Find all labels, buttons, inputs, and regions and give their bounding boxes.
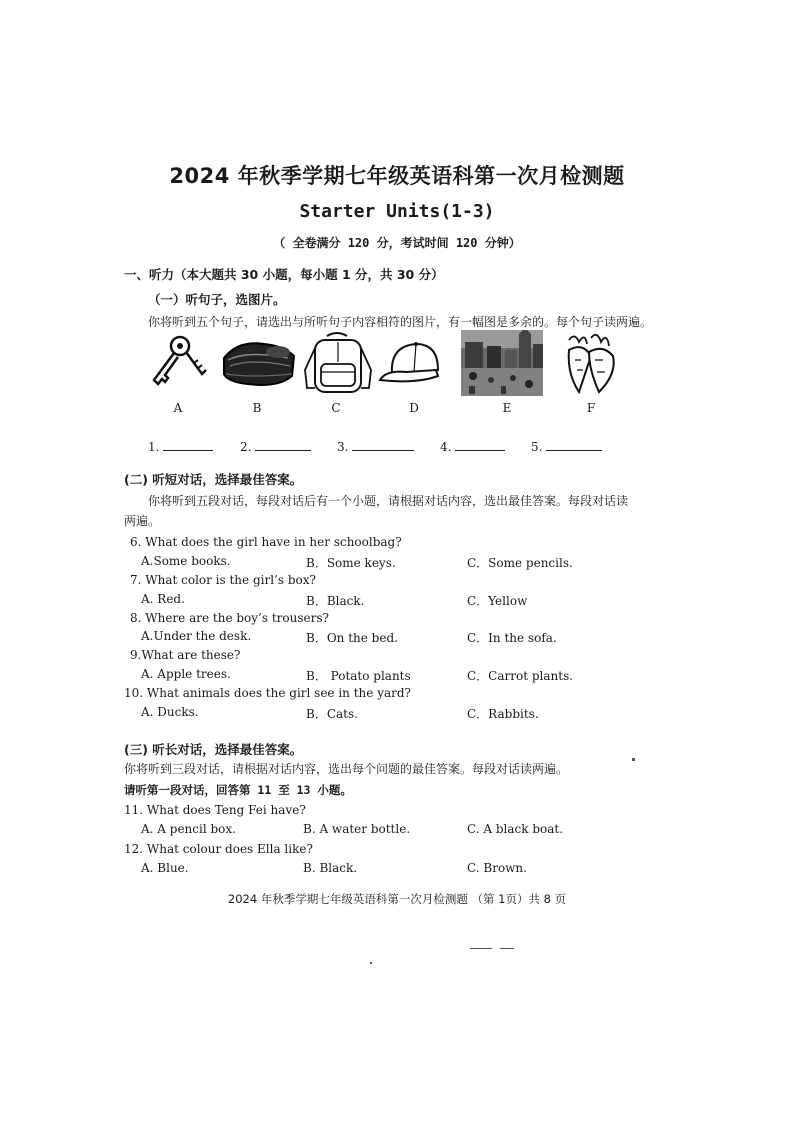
sectionC-instruction: 你将听到三段对话，请根据对话内容，选出每个问题的最佳答案。每段对话读两遍。	[124, 762, 569, 776]
answer-blank-3[interactable]: 3.	[337, 438, 414, 454]
exam-title: 2024 年秋季学期七年级英语科第一次月检测题	[169, 164, 625, 188]
question-10: 10. What animals does the girl see in the yard?	[124, 686, 411, 700]
sectionC-subheading: 请听第一段对话，回答第 11 至 13 小题。	[124, 783, 352, 797]
picture-label-d: D	[409, 401, 419, 415]
q7-option-a[interactable]: A. Red.	[141, 592, 185, 606]
question-9: 9.What are these?	[130, 648, 241, 662]
sectionB-instruction-2: 两遍。	[124, 514, 161, 528]
sectionA-heading: （一）听句子，选图片。	[148, 292, 286, 307]
q7-option-c[interactable]: C．Yellow	[467, 594, 528, 608]
q7-option-b[interactable]: B．Black.	[306, 594, 365, 608]
carrots-icon	[555, 330, 637, 396]
backpack-icon	[297, 330, 379, 396]
page-footer: 2024 年秋季学期七年级英语科第一次月检测题 （第 1页）共 8 页	[227, 892, 567, 906]
sectionC-heading: (三) 听长对话，选择最佳答案。	[124, 742, 303, 757]
q10-option-c[interactable]: C．Rabbits.	[467, 707, 539, 721]
question-8: 8. Where are the boy’s trousers?	[130, 611, 329, 625]
picture-label-f: F	[586, 401, 596, 415]
question-12: 12. What colour does Ella like?	[124, 842, 313, 856]
q12-option-a[interactable]: A. Blue.	[141, 861, 189, 875]
scan-speck	[370, 962, 372, 964]
q12-option-c[interactable]: C. Brown.	[467, 861, 527, 875]
exam-subtitle: Starter Units(1-3)	[299, 201, 495, 222]
part1-heading: 一、听力（本大题共 30 小题，每小题 1 分，共 30 分）	[124, 267, 444, 282]
picture-label-b: B	[252, 401, 262, 415]
sectionB-instruction-1: 你将听到五段对话，每段对话后有一个小题，请根据对话内容，选出最佳答案。每段对话读	[148, 494, 629, 508]
picture-label-c: C	[331, 401, 341, 415]
question-11: 11. What does Teng Fei have?	[124, 803, 306, 817]
q11-option-b[interactable]: B. A water bottle.	[303, 822, 411, 836]
sectionA-instruction: 你将听到五个句子，请选出与所听句子内容相符的图片，有一幅图是多余的。每个句子读两遍。	[148, 315, 653, 329]
pencil-case-icon	[218, 330, 300, 396]
cap-icon	[376, 330, 458, 396]
scan-speck	[632, 758, 635, 761]
q10-option-a[interactable]: A. Ducks.	[141, 705, 199, 719]
answer-blank-4[interactable]: 4.	[440, 438, 505, 454]
q9-option-b[interactable]: B． Potato plants	[306, 669, 411, 683]
answer-blank-1[interactable]: 1.	[148, 438, 213, 454]
picture-label-e: E	[502, 401, 512, 415]
q9-option-c[interactable]: C．Carrot plants.	[467, 669, 574, 683]
q11-option-a[interactable]: A. A pencil box.	[141, 822, 236, 836]
q6-option-a[interactable]: A.Some books.	[141, 554, 231, 568]
question-7: 7. What color is the girl’s box?	[130, 573, 316, 587]
answer-blank-2[interactable]: 2.	[240, 438, 311, 454]
q9-option-a[interactable]: A. Apple trees.	[141, 667, 231, 681]
q8-option-a[interactable]: A.Under the desk.	[141, 629, 252, 643]
q10-option-b[interactable]: B．Cats.	[306, 707, 358, 721]
answer-blank-5[interactable]: 5.	[531, 438, 602, 454]
scan-speck	[500, 948, 514, 949]
q8-option-b[interactable]: B．On the bed.	[306, 631, 398, 645]
sectionB-heading: (二) 听短对话，选择最佳答案。	[124, 472, 303, 487]
q6-option-b[interactable]: B．Some keys.	[306, 556, 396, 570]
q6-option-c[interactable]: C．Some pencils.	[467, 556, 573, 570]
exam-note: （ 全卷满分 120 分，考试时间 120 分钟）	[273, 236, 521, 250]
q11-option-c[interactable]: C. A black boat.	[467, 822, 564, 836]
keys-icon	[140, 330, 222, 396]
question-6: 6. What does the girl have in her schoolbag?	[130, 535, 402, 549]
city-photo	[461, 330, 543, 396]
q8-option-c[interactable]: C．In the sofa.	[467, 631, 557, 645]
picture-label-a: A	[173, 401, 183, 415]
q12-option-b[interactable]: B. Black.	[303, 861, 358, 875]
scan-speck	[470, 948, 492, 949]
